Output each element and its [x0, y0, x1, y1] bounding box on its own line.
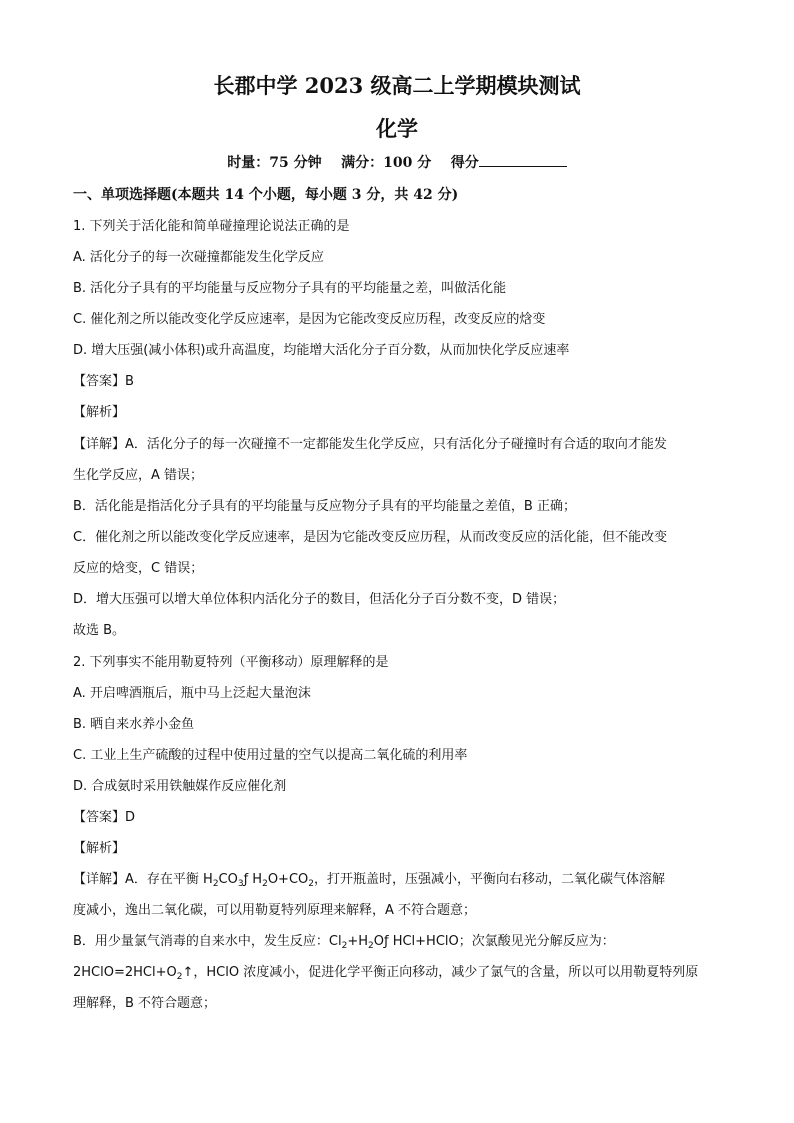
subscript: 2: [341, 941, 348, 951]
question-1-stem: 1. 下列关于活化能和简单碰撞理论说法正确的是: [73, 219, 350, 234]
question-2-detail: [73, 868, 665, 889]
subject-title: 化学: [376, 116, 418, 141]
question-2-detail: 理解释，B 不符合题意；: [73, 996, 217, 1011]
detail-text: +H: [347, 934, 369, 949]
question-1-option-d: D. 增大压强(减小体积)或升高温度，均能增大活化分子百分数，从而加快化学反应速率: [73, 343, 570, 358]
question-2-option-c: C. 工业上生产硫酸的过程中使用过量的空气以提高二氧化硫的利用率: [73, 748, 468, 763]
detail-text: 【详解】A．存在平衡 H: [73, 872, 213, 887]
question-1-option-a: A. 活化分子的每一次碰撞都能发生化学反应: [73, 250, 324, 265]
question-1-conclusion: 故选 B。: [73, 623, 126, 638]
question-1-option-b: B. 活化分子具有的平均能量与反应物分子具有的平均能量之差，叫做活化能: [73, 281, 507, 296]
score-label: 得分: [450, 155, 479, 171]
score-blank: [479, 154, 567, 167]
subscript: 2: [368, 941, 374, 951]
question-2-option-b: B. 晒自来水养小金鱼: [73, 717, 195, 732]
question-2-stem: 2. 下列事实不能用勒夏特列（平衡移动）原理解释的是: [73, 655, 389, 670]
equilibrium-arrow: ƒ H: [243, 872, 263, 887]
question-1-detail: C．催化剂之所以能改变化学反应速率，是因为它能改变反应历程，从而改变反应的活化能，但不能改变: [73, 530, 668, 545]
question-1-detail: D．增大压强可以增大单位体积内活化分子的数目，但活化分子百分数不变，D 错误；: [73, 592, 566, 607]
question-2-detail: 度减小，逸出二氧化碳，可以用勒夏特列原理来解释，A 不符合题意；: [73, 903, 477, 918]
exam-meta: [0, 152, 794, 172]
question-1-detail: 【详解】A．活化分子的每一次碰撞不一定都能发生化学反应，只有活化分子碰撞时有合适的取向才能发: [73, 437, 667, 452]
subscript: 2: [176, 972, 183, 982]
detail-text: 2HClO=2HCl+O: [73, 965, 177, 980]
detail-text: B．用少量氯气消毒的自来水中，发生反应：Cl: [73, 934, 342, 949]
time-limit: 时量：75 分钟: [227, 155, 322, 171]
question-2-analysis: 【解析】: [73, 841, 126, 856]
detail-text: O+CO: [267, 872, 309, 887]
subscript: 2: [262, 879, 268, 889]
subscript: 2: [308, 879, 314, 889]
subscript: 2: [212, 879, 219, 889]
question-1-detail: B．活化能是指活化分子具有的平均能量与反应物分子具有的平均能量之差值，B 正确；: [73, 499, 576, 514]
question-1-analysis: 【解析】: [73, 405, 126, 420]
question-2-detail: [73, 961, 698, 982]
question-2-answer: 【答案】D: [73, 810, 136, 825]
question-1-answer: 【答案】B: [73, 374, 134, 389]
question-2-detail: [73, 930, 615, 951]
detail-text: ，打开瓶盖时，压强减小，平衡向右移动，二氧化碳气体溶解: [313, 872, 665, 887]
question-2-option-a: A. 开启啤酒瓶后，瓶中马上泛起大量泡沫: [73, 686, 311, 701]
question-1-detail: 生化学反应，A 错误；: [73, 468, 204, 483]
detail-text: ↑，HClO 浓度减小，促进化学平衡正向移动，减少了氯气的含量，所以可以用勒夏特列原: [182, 965, 699, 980]
question-1-option-c: C. 催化剂之所以能改变化学反应速率，是因为它能改变反应历程，改变反应的焓变: [73, 312, 546, 327]
document-title: 长郡中学 2023 级高二上学期模块测试: [213, 73, 581, 98]
detail-text: Oƒ HCl+HClO；次氯酸见光分解反应为：: [373, 934, 615, 949]
detail-text: CO: [218, 872, 238, 887]
subscript: 3: [237, 879, 244, 889]
question-2-option-d: D. 合成氨时采用铁触媒作反应催化剂: [73, 779, 287, 794]
question-1-detail: 反应的焓变，C 错误；: [73, 561, 204, 576]
full-score: 满分：100 分: [341, 155, 432, 171]
section-heading: 一、单项选择题(本题共 14 个小题，每小题 3 分，共 42 分): [73, 187, 459, 203]
